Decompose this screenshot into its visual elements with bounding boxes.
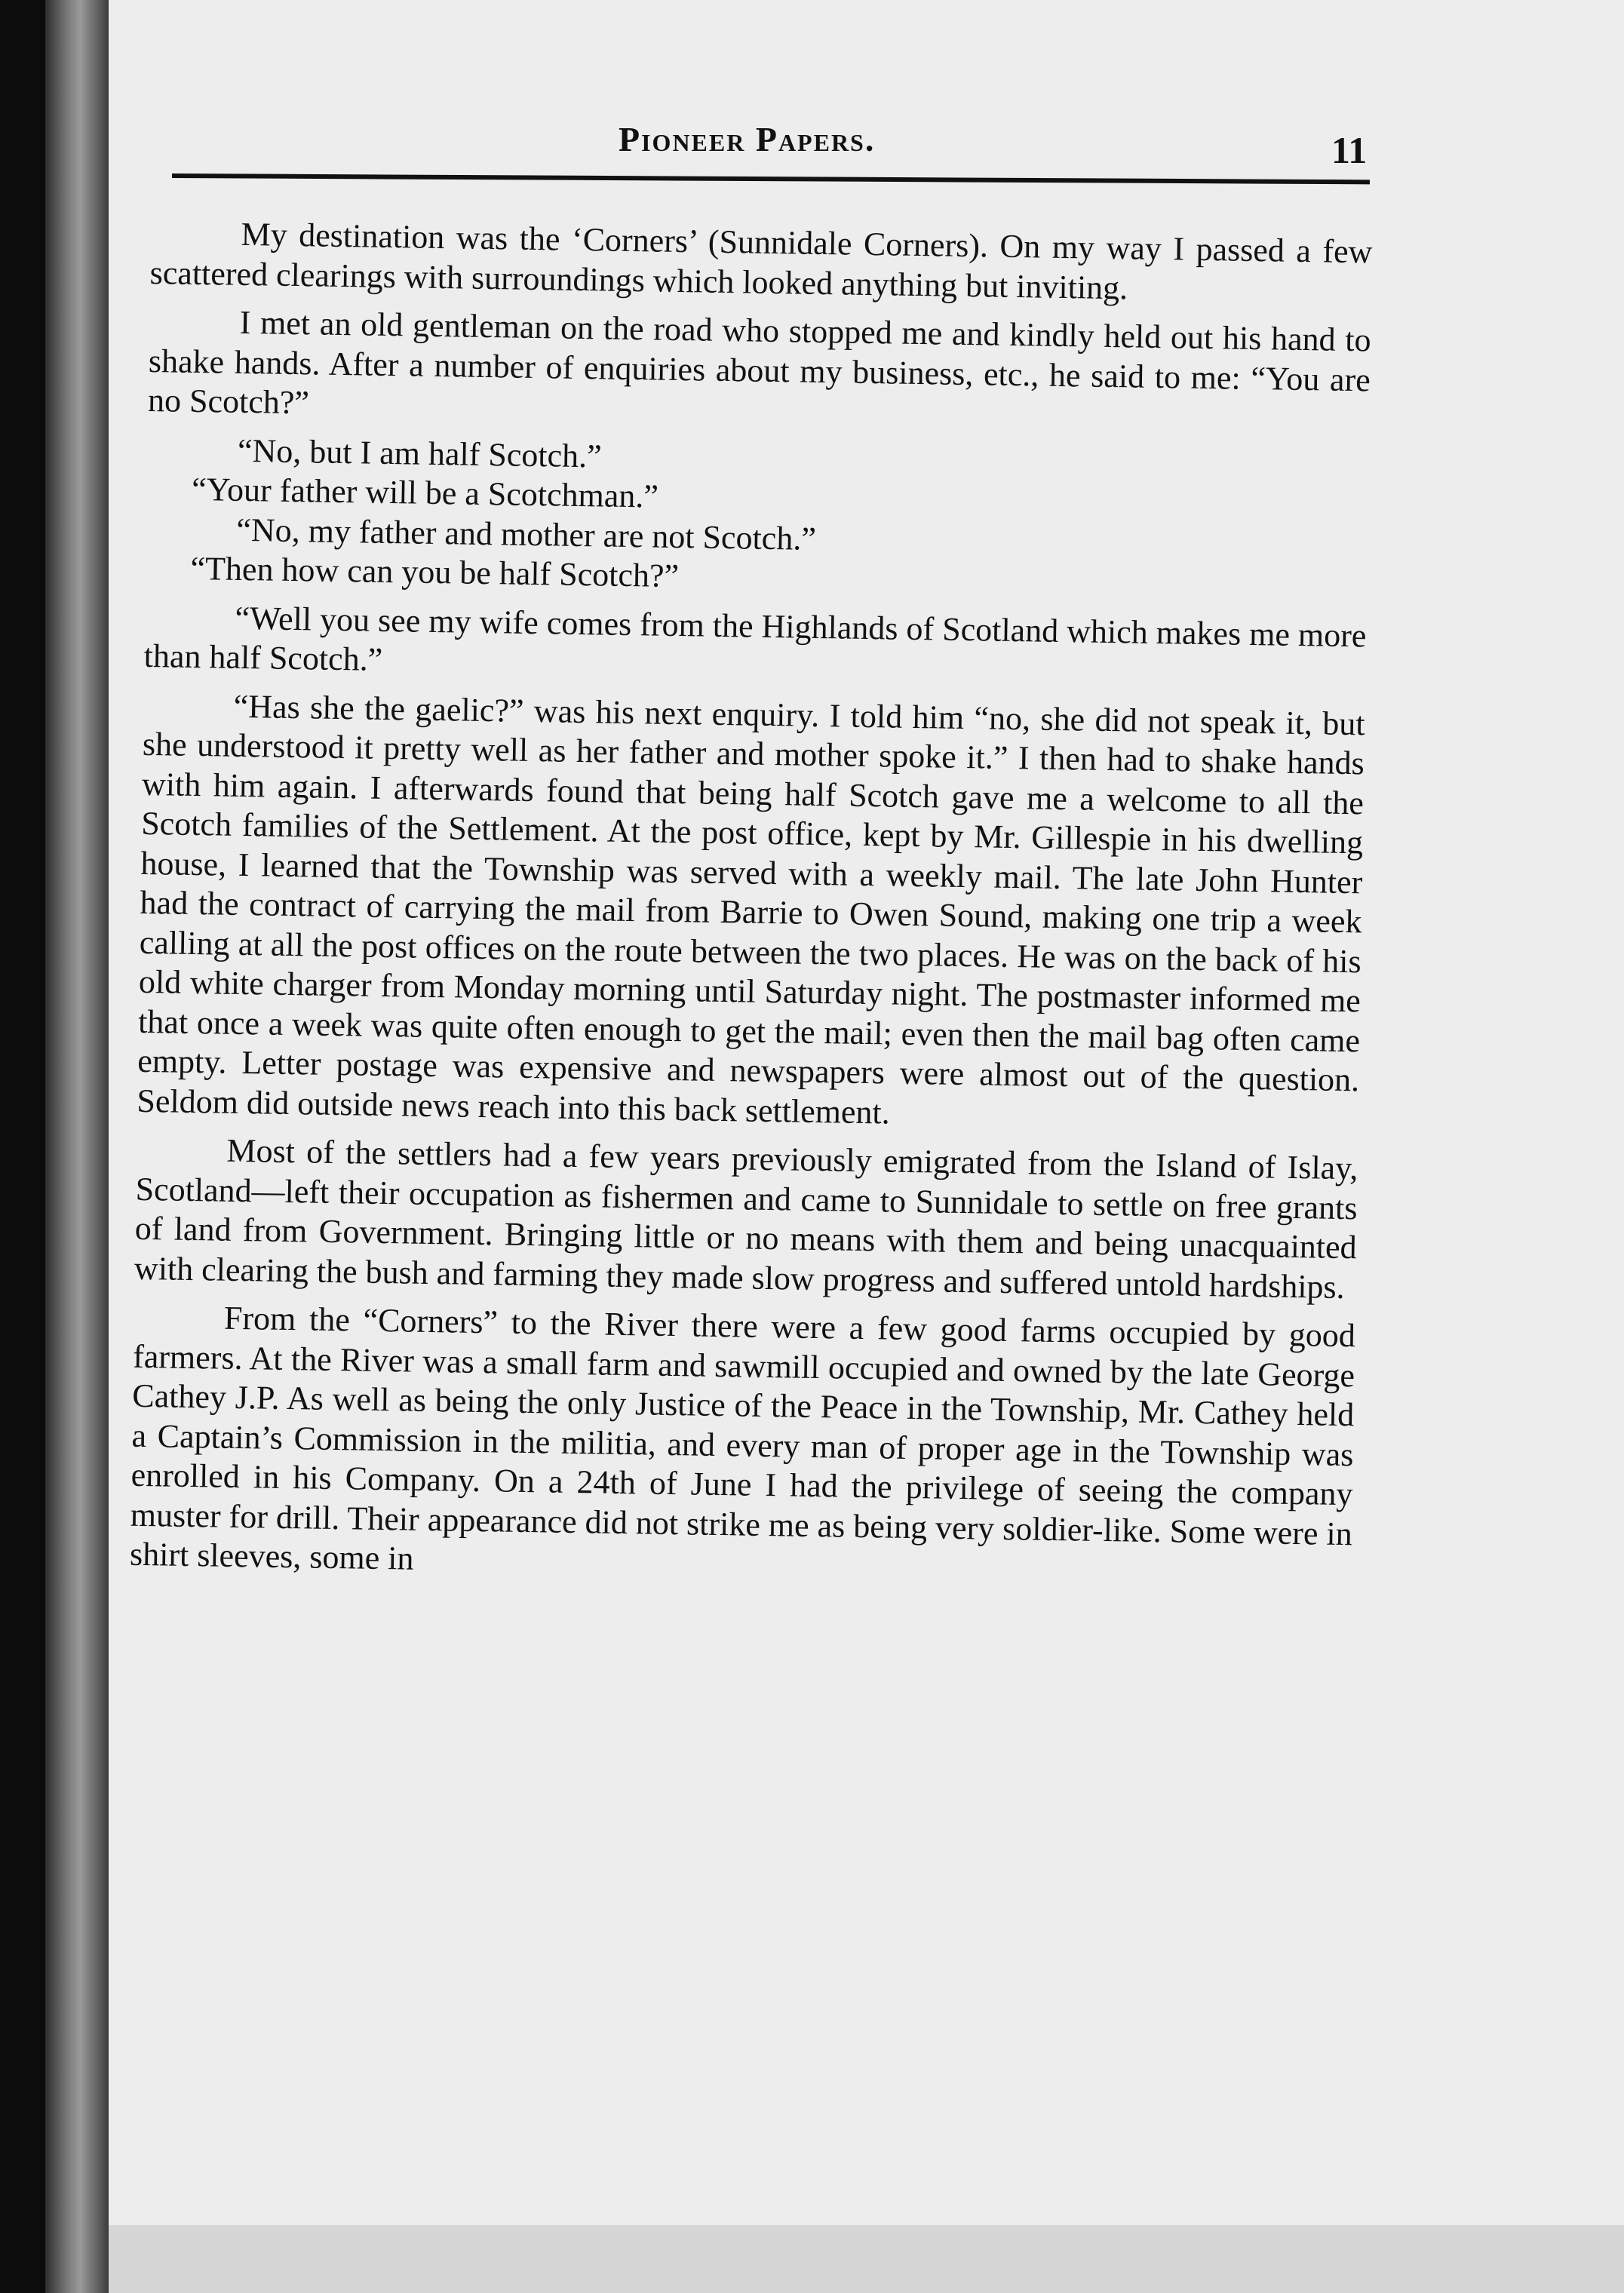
body-text [129,213,1372,1603]
paragraph: My destination was the ‘Corners’ (Sunnidale Corners). On my way I passed a few scattered clearings with surroundings which looked anything but inviting. [149,215,1373,306]
paragraph: I met an old gentleman on the road who stopped me and kindly held out his hand to shake hands. After a number of enquiries about my business, etc., he said to me: “You are no Scotch?” [147,303,1371,422]
dialogue-line: “No, my father and mother are not Scotch.” [236,511,817,557]
running-title: Pioneer Papers. [619,120,876,158]
page-bottom-edge [109,2225,1624,2293]
book-gutter [45,0,109,2293]
dialogue-line: “Then how can you be half Scotch?” [190,549,680,595]
paragraph: “Well you see my wife comes from the Highlands of Scotland which makes me more than half Scotch.” [143,599,1367,678]
paragraph: Most of the settlers had a few years previously emigrated from the Island of Islay, Scotland—left their occupation as fishermen and came to Sunnidale to settle on free grants of land from Government. Bringing little or no means with them and being unacquainted with clearing the bush and farming they made slow progress and suffered untold hardships. [134,1131,1358,1306]
book-binding-shadow [0,0,45,2293]
page-number: 11 [1331,129,1368,171]
dialogue-line: “Your father will be a Scotchman.” [191,470,659,515]
dialogue-line: “No, but I am half Scotch.” [237,431,603,474]
paragraph: “Has she the gaelic?” was his next enquiry. I told him “no, she did not speak it, but she understood it pretty well as her father and mother spoke it.” I then had to shake hands with him again. I afterwards found that being half Scotch gave me a welcome to all the Scotch families of the Settlement. At the post office, kept by Mr. Gillespie in his dwelling house, I learned that the Township was served with a weekly mail. The late John Hunter had the contract of carrying the mail from Barrie to Owen Sound, making one trip a week calling at all the post offices on the route between the two places. He was on the back of his old white charger from Monday morning until Saturday night. The postmaster informed me that once a week was quite often enough to get the mail; even then the mail bag often came empty. Letter postage was expensive and newspapers were almost out of the question. Seldom did outside news reach into this back settlement. [137,687,1365,1131]
paragraph: From the “Corners” to the River there were a few good farms occupied by good farmers. At the River was a small farm and sawmill occupied and owned by the late George Cathey J.P. As well as being the only Justice of the Peace in the Township, Mr. Cathey held a Captain’s Commission in the militia, and every man of proper age in the Township was enrolled in his Company. On a 24th of June I had the privilege of seeing the company muster for drill. Their appearance did not strike me as being very soldier-like. Some were in shirt sleeves, some in [129,1299,1356,1577]
